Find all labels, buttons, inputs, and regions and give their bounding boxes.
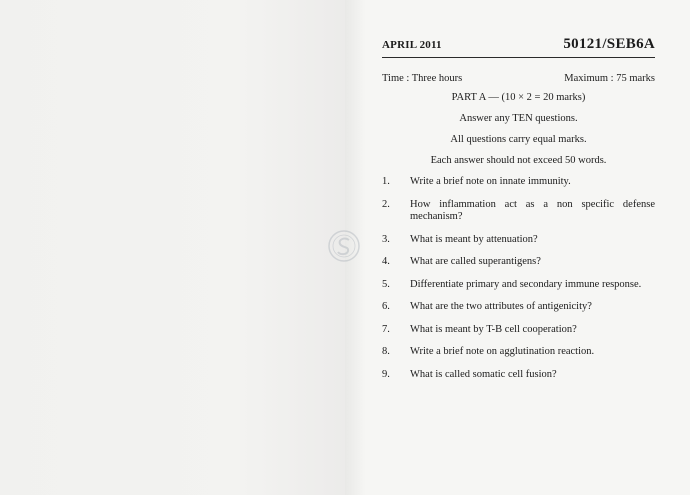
instruction-line: Answer any TEN questions. bbox=[459, 113, 578, 124]
question-text: Write a brief note on innate immunity. bbox=[410, 176, 571, 187]
question-number: 3. bbox=[382, 233, 390, 245]
question-number: 6. bbox=[382, 301, 390, 312]
question-text: What are the two attributes of antigenicity? bbox=[410, 301, 592, 312]
exam-header bbox=[382, 36, 655, 58]
exam-sheet bbox=[382, 36, 655, 381]
question-number: 7. bbox=[382, 323, 390, 335]
question-number: 9. bbox=[382, 368, 390, 380]
watermark-logo-icon bbox=[326, 228, 362, 264]
question-item bbox=[382, 301, 655, 314]
exam-max-marks: Maximum : 75 marks bbox=[564, 73, 655, 84]
exam-duration: Time : Three hours bbox=[382, 73, 463, 84]
instruction-line: Each answer should not exceed 50 words. bbox=[430, 155, 607, 166]
question-text: What is meant by attenuation? bbox=[410, 233, 538, 245]
exam-date: APRIL 2011 bbox=[382, 39, 442, 51]
question-text: Write a brief note on agglutination reaction. bbox=[410, 346, 595, 357]
question-item bbox=[382, 369, 655, 382]
question-item bbox=[382, 199, 655, 224]
question-item bbox=[382, 279, 655, 292]
question-number: 4. bbox=[382, 256, 390, 267]
question-text: Differentiate primary and secondary immune response. bbox=[410, 278, 642, 290]
question-text: What are called superantigens? bbox=[410, 256, 541, 267]
question-number: 8. bbox=[382, 346, 390, 357]
question-item bbox=[382, 176, 655, 189]
question-text: What is meant by T-B cell cooperation? bbox=[410, 323, 577, 335]
question-text: How inflammation act as a non specific defense mechanism? bbox=[410, 198, 655, 222]
instruction-line: All questions carry equal marks. bbox=[450, 134, 587, 145]
question-text: What is called somatic cell fusion? bbox=[410, 368, 557, 380]
question-item bbox=[382, 256, 655, 269]
part-title: PART A — (10 × 2 = 20 marks) bbox=[451, 92, 586, 103]
question-list bbox=[382, 176, 655, 381]
question-number: 1. bbox=[382, 176, 390, 187]
question-number: 2. bbox=[382, 198, 390, 210]
question-item bbox=[382, 346, 655, 359]
exam-code: 50121/SEB6A bbox=[563, 36, 655, 52]
question-item bbox=[382, 234, 655, 247]
question-item bbox=[382, 324, 655, 337]
question-number: 5. bbox=[382, 278, 390, 290]
exam-meta bbox=[382, 73, 655, 84]
